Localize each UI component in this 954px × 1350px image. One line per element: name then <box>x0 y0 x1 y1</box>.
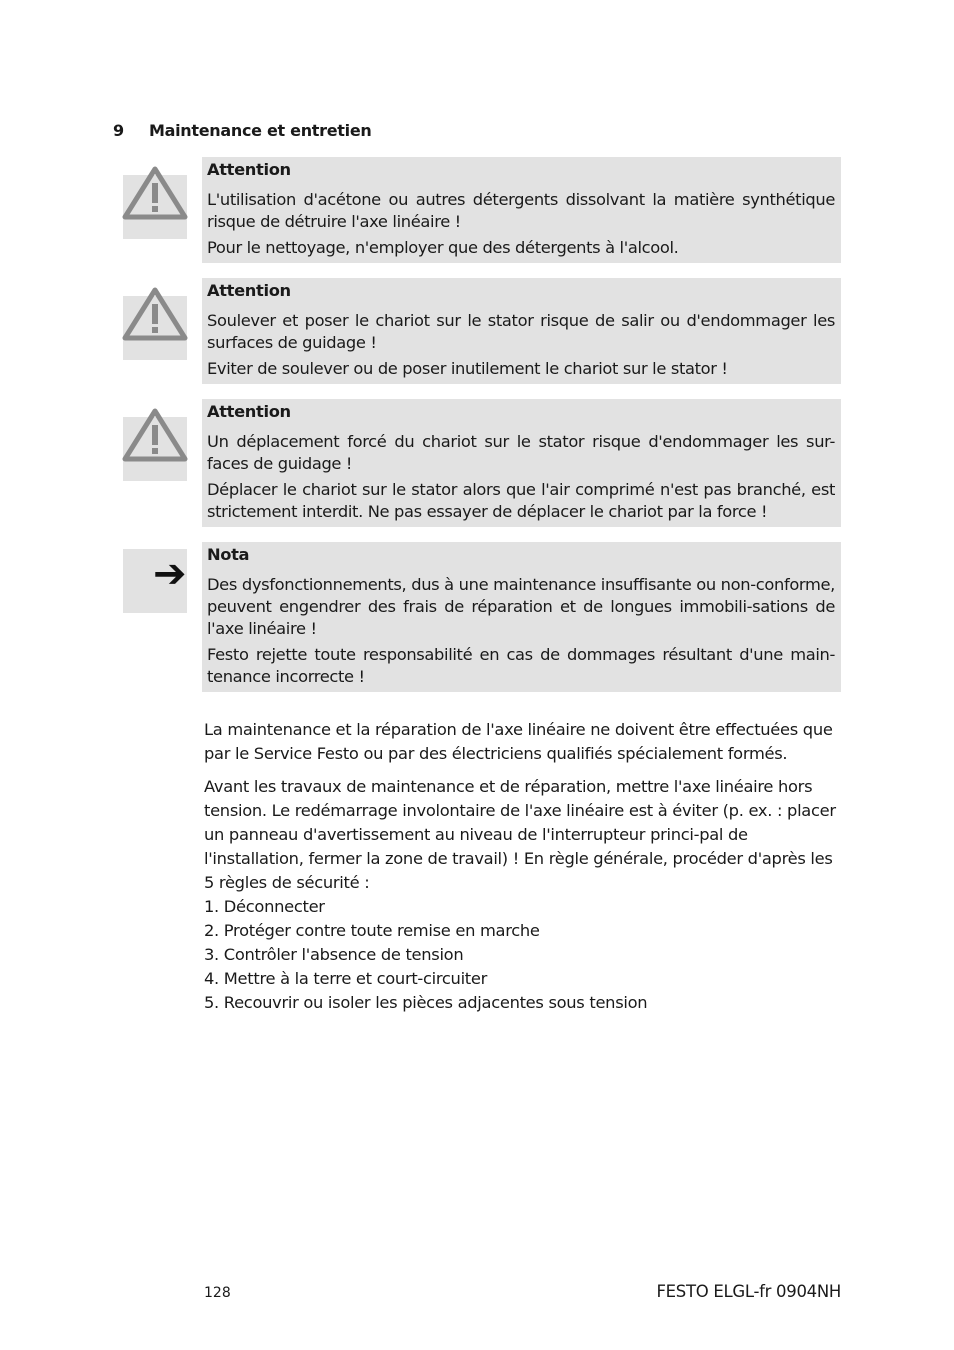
attention-notice <box>202 157 841 263</box>
warning-icon-panel <box>123 175 187 239</box>
page-number: 128 <box>204 1285 231 1301</box>
notice-text: Pour le nettoyage, n'employer que des détergents à l'alcool. <box>207 238 679 257</box>
notice-heading: Attention <box>207 281 291 300</box>
body-paragraph: La maintenance et la réparation de l'axe linéaire ne doivent être effectuées que par le Service Festo ou par des électriciens qualifiés spécialement formés. <box>204 720 833 763</box>
warning-triangle-icon <box>123 407 187 481</box>
body-paragraph: Avant les travaux de maintenance et de réparation, mettre l'axe linéaire hors tension. Le redémarrage involontaire de l'axe linéaire est à éviter (p. ex. : placer un panneau d'avertissement au niveau de l'interrupteur princi-pal de l'installation, fermer la zone de travail) ! En règle générale, procéder d'après les 5 règles de sécurité : <box>204 777 836 892</box>
notice-text: Un déplacement forcé du chariot sur le stator risque d'endommager les sur-faces de guidage ! <box>207 432 835 473</box>
list-item: 3. Contrôler l'absence de tension <box>204 945 464 964</box>
body-content <box>204 718 844 1015</box>
list-item: 2. Protéger contre toute remise en marche <box>204 921 540 940</box>
warning-icon-panel <box>123 417 187 481</box>
safety-rules-list <box>204 895 844 1015</box>
warning-triangle-icon <box>123 165 187 239</box>
list-item: 4. Mettre à la terre et court-circuiter <box>204 969 487 988</box>
warning-icon-panel <box>123 296 187 360</box>
document-reference: FESTO ELGL-fr 0904NH <box>656 1282 841 1301</box>
warning-triangle-icon <box>123 286 187 360</box>
note-notice <box>202 542 841 692</box>
notice-text: Festo rejette toute responsabilité en cas de dommages résultant d'une main-tenance incorrecte ! <box>207 645 835 686</box>
note-icon-panel <box>123 549 187 613</box>
notice-text: Des dysfonctionnements, dus à une maintenance insuffisante ou non-conforme, peuvent engendrer des frais de réparation et de longues immobili-sations de l'axe linéaire ! <box>207 575 835 638</box>
attention-notice <box>202 399 841 527</box>
section-number: 9 <box>113 121 124 140</box>
list-item: 5. Recouvrir ou isoler les pièces adjacentes sous tension <box>204 993 648 1012</box>
section-heading <box>113 121 371 140</box>
notice-text: L'utilisation d'acétone ou autres détergents dissolvant la matière synthétique risque de détruire l'axe linéaire ! <box>207 190 835 231</box>
notice-heading: Attention <box>207 160 291 179</box>
list-item: 1. Déconnecter <box>204 897 325 916</box>
notice-text: Eviter de soulever ou de poser inutilement le chariot sur le stator ! <box>207 359 728 378</box>
section-title: Maintenance et entretien <box>149 121 372 140</box>
notice-text: Soulever et poser le chariot sur le stator risque de salir ou d'endommager les surfaces de guidage ! <box>207 311 835 352</box>
notice-heading: Nota <box>207 545 250 564</box>
notice-text: Déplacer le chariot sur le stator alors que l'air comprimé n'est pas branché, est strictement interdit. Ne pas essayer de déplacer le chariot par la force ! <box>207 480 835 521</box>
arrow-right-icon: ➔ <box>153 551 187 597</box>
notice-heading: Attention <box>207 402 291 421</box>
attention-notice <box>202 278 841 384</box>
